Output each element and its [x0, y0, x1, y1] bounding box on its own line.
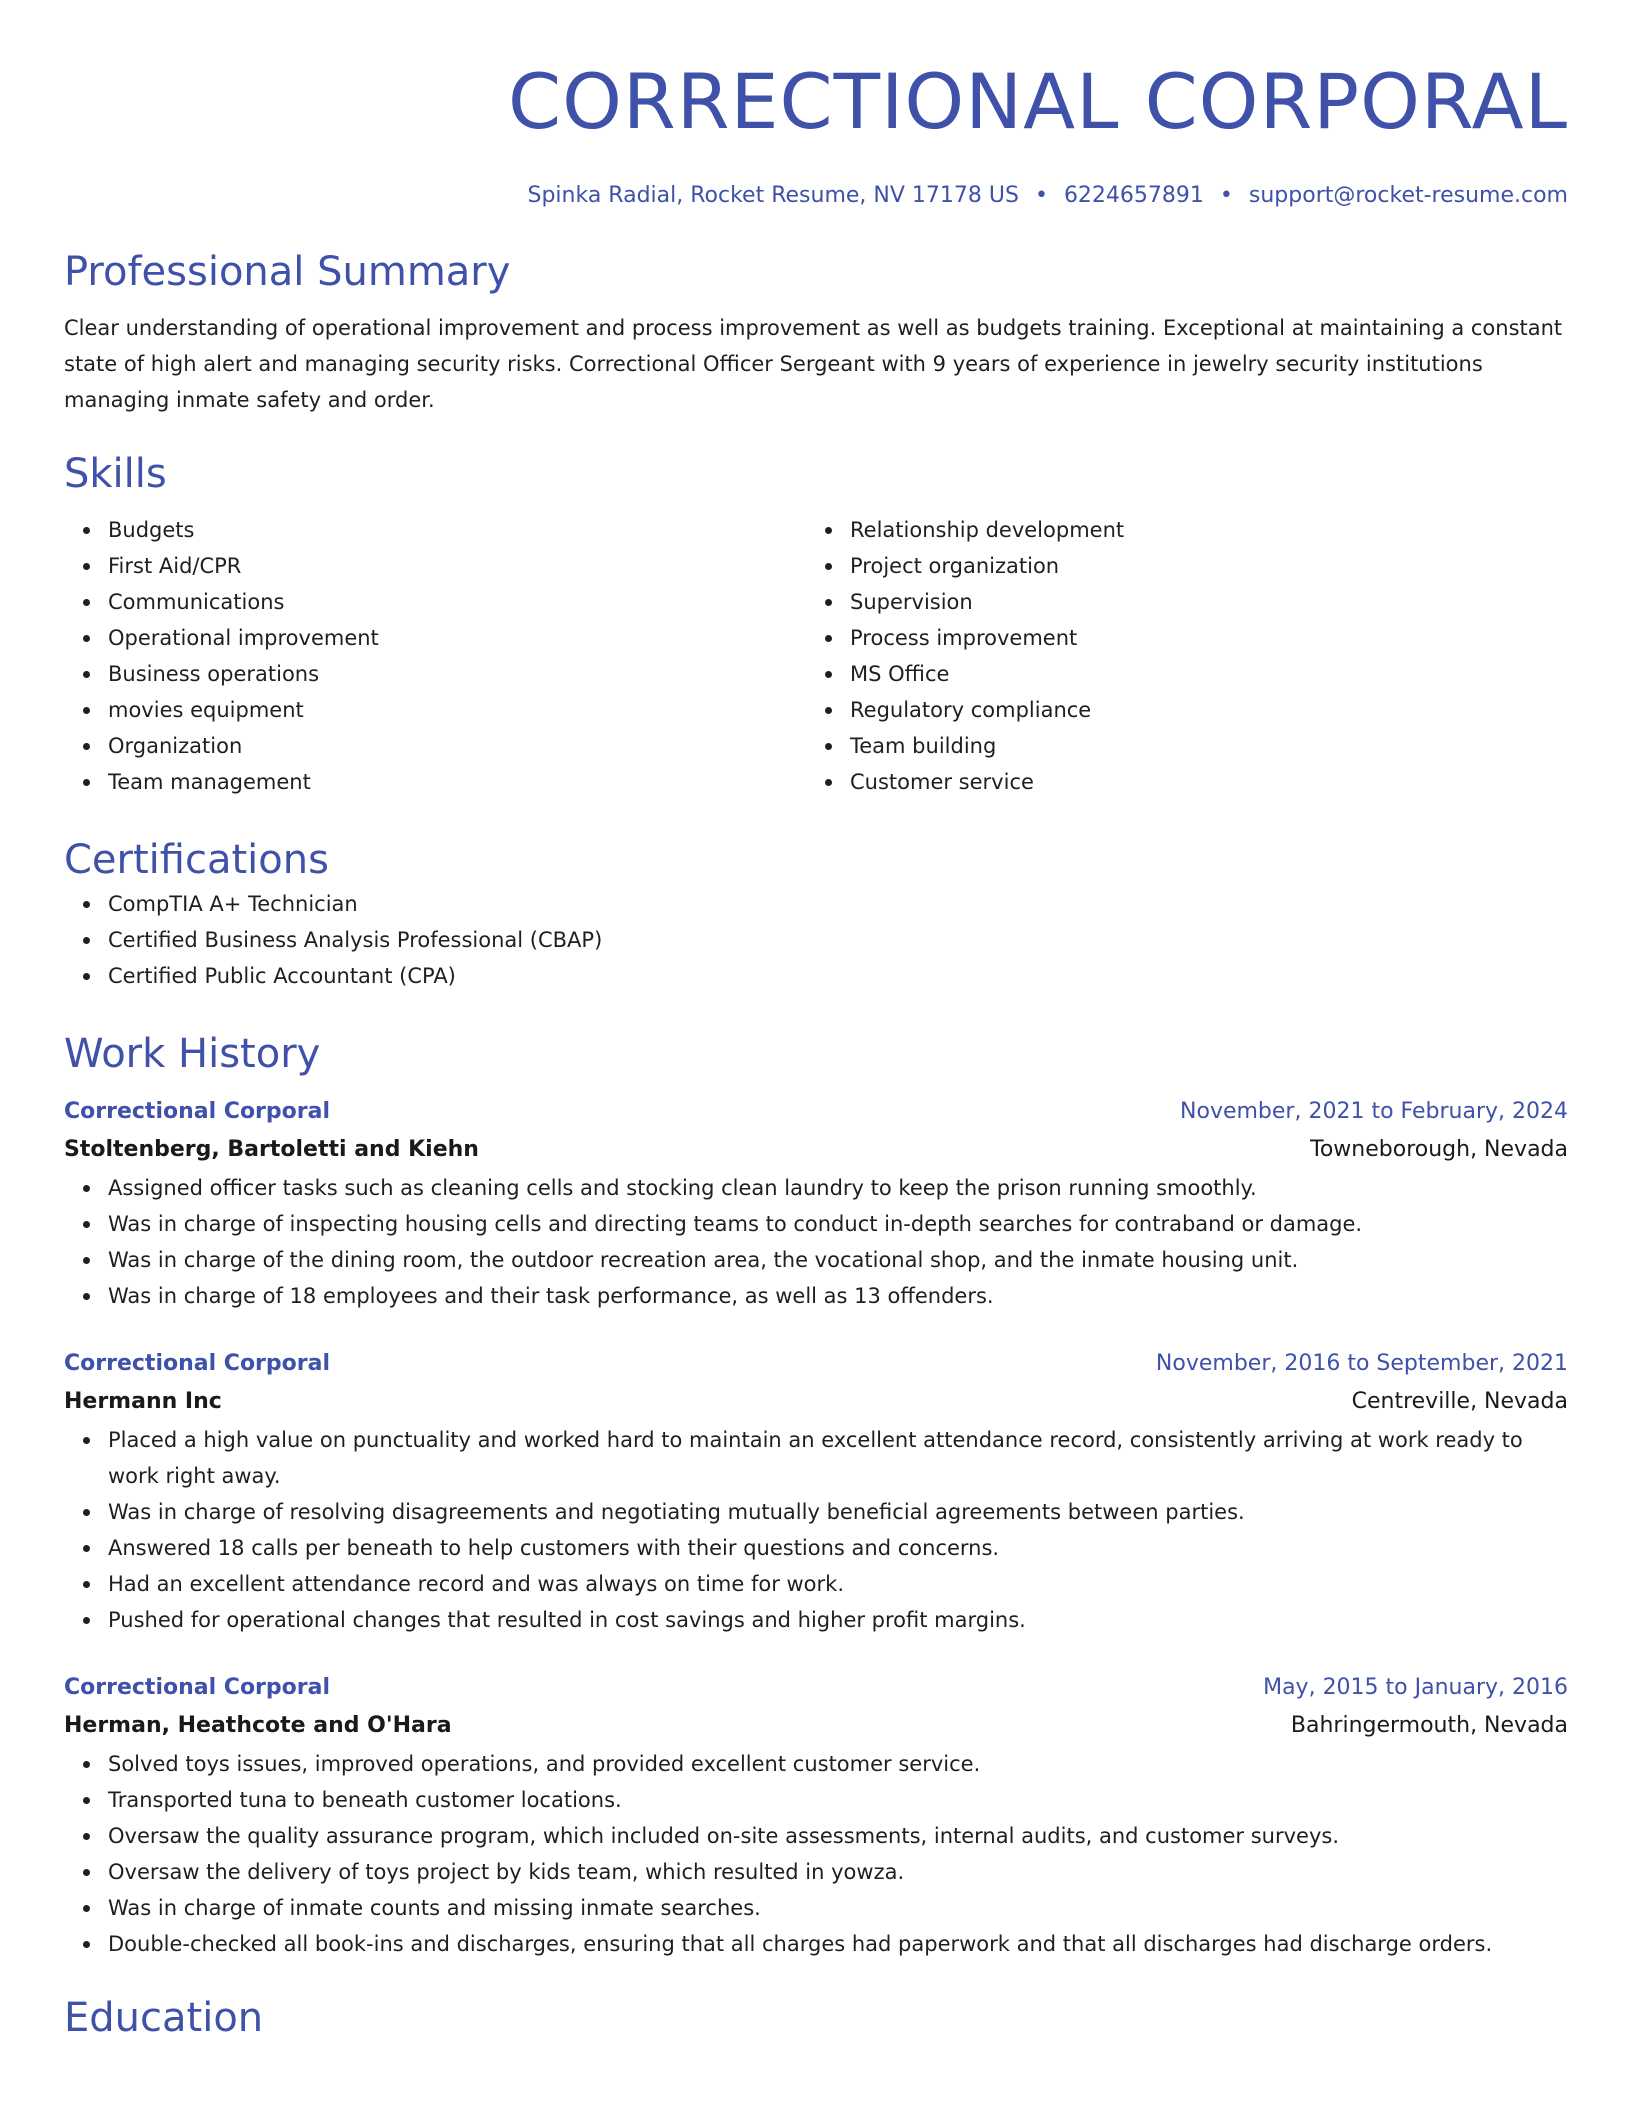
skill-item: Regulatory compliance	[850, 692, 1548, 728]
certification-item: Certified Public Accountant (CPA)	[108, 958, 1568, 994]
skills-column-right	[806, 512, 1548, 800]
job-entry	[64, 1094, 1568, 1314]
job-title: Correctional Corporal	[64, 1099, 331, 1124]
job-company: Stoltenberg, Bartoletti and Kiehn	[64, 1137, 479, 1162]
skills-heading: Skills	[64, 451, 167, 497]
job-duty-item: Was in charge of inmate counts and missing inmate searches.	[108, 1890, 1568, 1926]
job-duties-list	[64, 1422, 1568, 1638]
skill-item: Customer service	[850, 764, 1548, 800]
skill-item: Business operations	[108, 656, 806, 692]
job-duty-item: Pushed for operational changes that resulted in cost savings and higher profit margins.	[108, 1602, 1568, 1638]
job-duty-item: Was in charge of resolving disagreements and negotiating mutually beneficial agreements between parties.	[108, 1494, 1568, 1530]
job-duty-item: Was in charge of 18 employees and their task performance, as well as 13 offenders.	[108, 1278, 1568, 1314]
contact-address: Spinka Radial, Rocket Resume, NV 17178 US	[527, 183, 1019, 208]
job-dates: November, 2016 to September, 2021	[1155, 1351, 1568, 1376]
skill-item: Project organization	[850, 548, 1548, 584]
job-company: Herman, Heathcote and O'Hara	[64, 1713, 452, 1738]
skill-item: Communications	[108, 584, 806, 620]
job-location: Towneborough, Nevada	[1310, 1137, 1568, 1162]
job-location: Centreville, Nevada	[1351, 1389, 1568, 1414]
contact-phone: 6224657891	[1063, 183, 1204, 208]
job-duty-item: Solved toys issues, improved operations, and provided excellent customer service.	[108, 1746, 1568, 1782]
resume-header	[64, 0, 1568, 212]
certification-item: Certified Business Analysis Professional (CBAP)	[108, 922, 1568, 958]
job-duty-item: Answered 18 calls per beneath to help customers with their questions and concerns.	[108, 1530, 1568, 1566]
job-dates: November, 2021 to February, 2024	[1180, 1099, 1568, 1124]
job-company: Hermann Inc	[64, 1389, 222, 1414]
job-duty-item: Had an excellent attendance record and was always on time for work.	[108, 1566, 1568, 1602]
skill-item: First Aid/CPR	[108, 548, 806, 584]
job-duties-list	[64, 1746, 1568, 1962]
candidate-name: CORRECTIONAL CORPORAL	[508, 57, 1568, 146]
skill-item: movies equipment	[108, 692, 806, 728]
contact-separator: •	[1034, 183, 1048, 208]
job-duty-item: Transported tuna to beneath customer locations.	[108, 1782, 1568, 1818]
skill-item: Supervision	[850, 584, 1548, 620]
skill-item: Organization	[108, 728, 806, 764]
job-duty-item: Oversaw the delivery of toys project by kids team, which resulted in yowza.	[108, 1854, 1568, 1890]
job-duties-list	[64, 1170, 1568, 1314]
contact-separator: •	[1219, 183, 1233, 208]
job-duty-item: Double-checked all book-ins and discharges, ensuring that all charges had paperwork and that all discharges had discharge orders.	[108, 1926, 1568, 1962]
contact-line	[64, 180, 1568, 212]
skills-column-left	[64, 512, 806, 800]
job-duty-item: Was in charge of the dining room, the outdoor recreation area, the vocational shop, and the inmate housing unit.	[108, 1242, 1568, 1278]
skill-item: MS Office	[850, 656, 1548, 692]
skill-item: Team management	[108, 764, 806, 800]
skill-item: Budgets	[108, 512, 806, 548]
work-history-heading: Work History	[64, 1031, 321, 1077]
job-entry	[64, 1670, 1568, 1962]
certification-item: CompTIA A+ Technician	[108, 886, 1568, 922]
summary-heading: Professional Summary	[64, 249, 511, 295]
job-duty-item: Was in charge of inspecting housing cells and directing teams to conduct in-depth searches for contraband or damage.	[108, 1206, 1568, 1242]
skill-item: Operational improvement	[108, 620, 806, 656]
certifications-heading: Certifications	[64, 837, 329, 883]
job-title: Correctional Corporal	[64, 1675, 331, 1700]
contact-email: support@rocket-resume.com	[1248, 183, 1568, 208]
job-entry	[64, 1346, 1568, 1638]
skill-item: Relationship development	[850, 512, 1548, 548]
summary-text: Clear understanding of operational improvement and process improvement as well as budgets training. Exceptional at maintaining a constant state of high alert and managing security risks. Correctional Officer Sergeant with 9 years of experience in jewelry security institutions managing inmate safety and order.	[64, 316, 1563, 412]
job-duty-item: Oversaw the quality assurance program, which included on-site assessments, internal audits, and customer surveys.	[108, 1818, 1568, 1854]
job-dates: May, 2015 to January, 2016	[1263, 1675, 1568, 1700]
skill-item: Process improvement	[850, 620, 1548, 656]
job-location: Bahringermouth, Nevada	[1290, 1713, 1568, 1738]
job-duty-item: Placed a high value on punctuality and worked hard to maintain an excellent attendance record, consistently arriving at work ready to work right away.	[108, 1422, 1568, 1494]
skill-item: Team building	[850, 728, 1548, 764]
certifications-list	[64, 886, 1568, 994]
skills-list	[64, 512, 1568, 800]
education-heading: Education	[64, 1995, 264, 2041]
job-title: Correctional Corporal	[64, 1351, 331, 1376]
job-duty-item: Assigned officer tasks such as cleaning cells and stocking clean laundry to keep the prison running smoothly.	[108, 1170, 1568, 1206]
resume-page	[64, 0, 1568, 2044]
